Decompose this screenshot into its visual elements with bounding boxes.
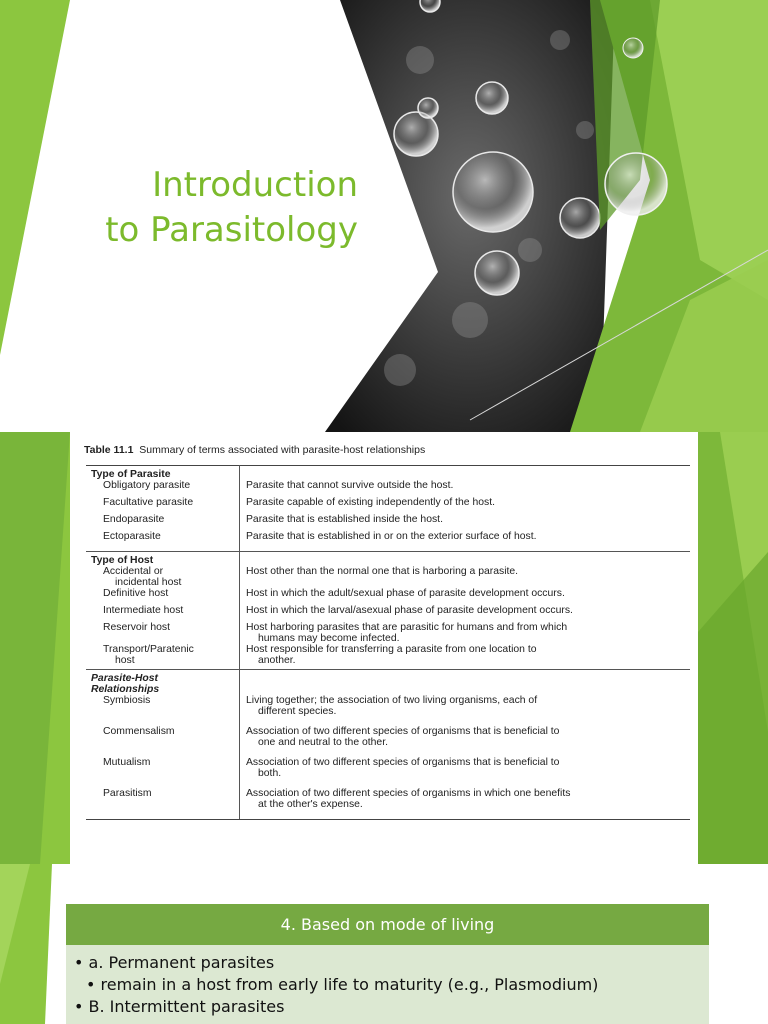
table-row bbox=[86, 788, 690, 820]
term-cell: Facultative parasite bbox=[103, 497, 194, 508]
term-cell: Accidental or bbox=[103, 566, 164, 577]
term-cell: Endoparasite bbox=[103, 514, 165, 525]
term-cell: Symbiosis bbox=[103, 695, 151, 706]
section-heading: 4. Based on mode of living bbox=[66, 904, 709, 945]
definition-cell: Parasite that is established in or on the exterior surface of host. bbox=[246, 531, 537, 542]
group-header-continued: Relationships bbox=[91, 684, 160, 695]
definition-cell-continued: humans may become infected. bbox=[258, 633, 400, 644]
term-cell: Ectoparasite bbox=[103, 531, 161, 542]
table-row bbox=[86, 480, 690, 497]
table-row bbox=[86, 622, 690, 644]
group-header: Type of Host bbox=[91, 555, 154, 566]
term-cell: Mutualism bbox=[103, 757, 151, 768]
definition-cell: Association of two different species of organisms in which one benefits bbox=[246, 788, 571, 799]
table-slide bbox=[0, 432, 768, 864]
table-row bbox=[86, 605, 690, 622]
bullet-item: • a. Permanent parasites bbox=[74, 953, 275, 972]
definition-cell: Association of two different species of organisms that is beneficial to bbox=[246, 757, 560, 768]
table-panel bbox=[70, 432, 698, 864]
definition-cell: Host harboring parasites that are parasitic for humans and from which bbox=[246, 622, 568, 633]
terms-table bbox=[86, 465, 690, 820]
term-cell: Intermediate host bbox=[103, 605, 184, 616]
definition-cell: Association of two different species of organisms that is beneficial to bbox=[246, 726, 560, 737]
title-line-2: to Parasitology bbox=[105, 210, 358, 250]
definition-cell: Parasite that cannot survive outside the host. bbox=[246, 480, 454, 491]
term-cell: Reservoir host bbox=[103, 622, 170, 633]
definition-cell: Living together; the association of two living organisms, each of bbox=[246, 695, 538, 706]
group-header: Parasite-Host bbox=[91, 673, 158, 684]
definition-cell: Parasite capable of existing independently of the host. bbox=[246, 497, 495, 508]
table-row bbox=[86, 644, 690, 670]
definition-cell-continued: at the other's expense. bbox=[258, 799, 363, 810]
term-cell-continued: host bbox=[115, 655, 135, 666]
term-cell: Parasitism bbox=[103, 788, 152, 799]
definition-cell: Host responsible for transferring a parasite from one location to bbox=[246, 644, 537, 655]
definition-cell-continued: one and neutral to the other. bbox=[258, 737, 388, 748]
table-caption-text: Summary of terms associated with parasite-host relationships bbox=[139, 444, 426, 456]
definition-cell: Host in which the adult/sexual phase of parasite development occurs. bbox=[246, 588, 565, 599]
definition-cell: Host other than the normal one that is harboring a parasite. bbox=[246, 566, 519, 577]
table-row bbox=[86, 726, 690, 757]
content-slide bbox=[0, 864, 768, 1024]
table-row bbox=[86, 566, 690, 588]
table-caption bbox=[84, 444, 425, 456]
definition-cell: Parasite that is established inside the host. bbox=[246, 514, 443, 525]
title-slide bbox=[0, 0, 768, 432]
term-cell: Obligatory parasite bbox=[103, 480, 191, 491]
definition-cell-continued: another. bbox=[258, 655, 296, 666]
table-row bbox=[86, 497, 690, 514]
term-cell-continued: incidental host bbox=[115, 577, 182, 588]
table-row bbox=[86, 757, 690, 788]
group-header: Type of Parasite bbox=[91, 469, 171, 480]
term-cell: Definitive host bbox=[103, 588, 169, 599]
definition-cell-continued: different species. bbox=[258, 706, 337, 717]
slide-title bbox=[105, 163, 358, 253]
bullet-item: • B. Intermittent parasites bbox=[74, 997, 285, 1016]
term-cell: Commensalism bbox=[103, 726, 175, 737]
table-caption-label: Table 11.1 bbox=[84, 444, 134, 456]
bullet-item: • remain in a host from early life to maturity (e.g., Plasmodium) bbox=[86, 975, 599, 994]
table-row bbox=[86, 514, 690, 531]
term-cell: Transport/Paratenic bbox=[103, 644, 194, 655]
definition-cell: Host in which the larval/asexual phase of parasite development occurs. bbox=[246, 605, 573, 616]
table-row bbox=[86, 695, 690, 726]
table-row bbox=[86, 588, 690, 605]
title-line-1: Introduction bbox=[152, 165, 358, 205]
table-row bbox=[86, 531, 690, 552]
definition-cell-continued: both. bbox=[258, 768, 282, 779]
